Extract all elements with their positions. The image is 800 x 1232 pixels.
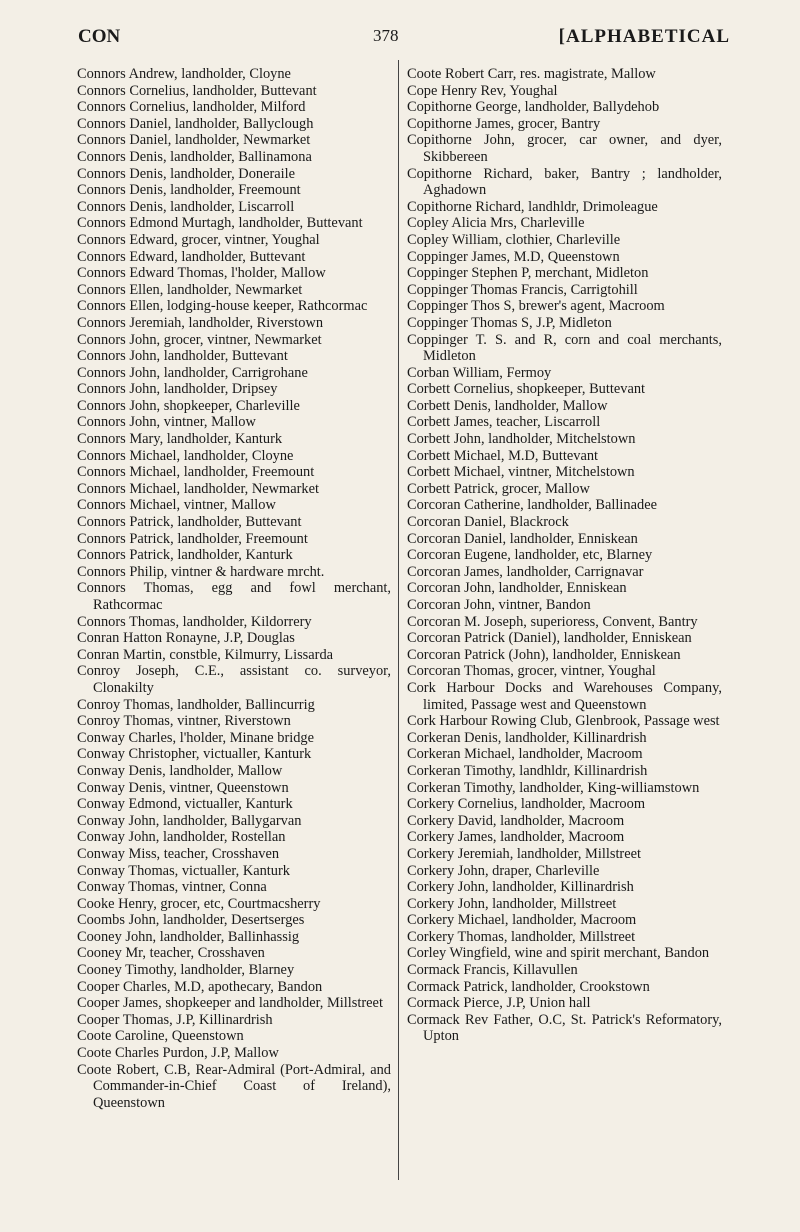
directory-entry: Cooney Mr, teacher, Crosshaven [77, 945, 265, 962]
directory-entry: Connors Patrick, landholder, Freemount [77, 530, 308, 547]
directory-entry: Corkery John, landholder, Millstreet [407, 895, 617, 912]
directory-entry: Corkery Thomas, landholder, Millstreet [407, 928, 636, 945]
directory-entry: Corkery Jeremiah, landholder, Millstreet [407, 845, 642, 862]
directory-entry: Cormack Rev Father, O.C, St. Patrick's Reformatory, Upton [407, 1011, 722, 1045]
directory-entry: Connors Cornelius, landholder, Milford [77, 99, 306, 116]
directory-entry: Corkery Cornelius, landholder, Macroom [407, 796, 646, 813]
directory-entry: Copithorne Richard, landhldr, Drimoleague [407, 198, 658, 215]
directory-entry: Corkeran Denis, landholder, Killinardrish [407, 729, 647, 746]
directory-entry: Connors John, landholder, Dripsey [77, 381, 278, 398]
directory-entry: Copithorne Richard, baker, Bantry ; landholder, Aghadown [407, 165, 722, 199]
directory-entry: Copithorne James, grocer, Bantry [407, 115, 601, 132]
directory-entry: Corcoran Daniel, Blackrock [407, 514, 569, 531]
directory-entry: Conroy Thomas, landholder, Ballincurrig [77, 696, 315, 713]
directory-entry: Corbett Cornelius, shopkeeper, Buttevant [407, 381, 646, 398]
directory-entry: Conway Miss, teacher, Crosshaven [77, 845, 280, 862]
directory-entry: Corcoran Eugene, landholder, etc, Blarney [407, 547, 653, 564]
directory-entry: Connors Thomas, landholder, Kildorrery [77, 613, 312, 630]
directory-entry: Connors Michael, vintner, Mallow [77, 497, 276, 514]
directory-entry: Corban William, Fermoy [407, 364, 552, 381]
directory-entry: Corcoran John, vintner, Bandon [407, 597, 591, 613]
directory-entry: Connors Ellen, landholder, Newmarket [77, 281, 303, 298]
directory-entry: Corkery John, landholder, Killinardrish [407, 879, 634, 896]
directory-entry: Copithorne John, grocer, car owner, and dyer, Skibbereen [407, 132, 722, 165]
page-header [78, 26, 730, 56]
left-column [77, 66, 391, 1111]
header-section: CON [78, 26, 121, 47]
directory-entry: Corbett Patrick, grocer, Mallow [407, 480, 590, 497]
directory-entry: Corkery James, landholder, Macroom [407, 829, 625, 846]
directory-entry: Corbett Michael, vintner, Mitchelstown [407, 464, 635, 481]
directory-entry: Conway Thomas, victualler, Kanturk [77, 862, 290, 879]
directory-entry: Connors Daniel, landholder, Ballyclough [77, 115, 314, 132]
directory-entry: Corbett James, teacher, Liscarroll [407, 414, 601, 431]
column-divider [398, 60, 399, 1180]
directory-entry: Cooper Thomas, J.P, Killinardrish [77, 1011, 273, 1028]
directory-entry: Corcoran Thomas, grocer, vintner, Youghal [407, 663, 656, 680]
directory-entry: Connors John, vintner, Mallow [77, 414, 256, 431]
directory-entry: Conroy Thomas, vintner, Riverstown [77, 713, 291, 730]
directory-entry: Corkery Michael, landholder, Macroom [407, 912, 637, 929]
directory-entry: Copley Alicia Mrs, Charleville [407, 215, 585, 232]
directory-entry: Cormack Pierce, J.P, Union hall [407, 995, 591, 1012]
directory-entry: Connors Philip, vintner & hardware mrcht. [77, 563, 325, 580]
directory-entry: Connors Edmond Murtagh, landholder, Buttevant [77, 215, 363, 232]
directory-entry: Connors Mary, landholder, Kanturk [77, 431, 283, 448]
directory-entry: Coppinger Thos S, brewer's agent, Macroom [407, 298, 665, 315]
directory-entry: Coote Caroline, Queenstown [77, 1028, 244, 1045]
page-number: 378 [373, 26, 399, 45]
directory-entry: Connors Ellen, lodging-house keeper, Rathcormac [77, 298, 368, 315]
directory-entry: Conway Edmond, victualler, Kanturk [77, 796, 293, 813]
directory-entry: Connors Edward Thomas, l'holder, Mallow [77, 265, 326, 282]
directory-entry: Connors Jeremiah, landholder, Riverstown [77, 314, 324, 331]
directory-entry: Corkeran Michael, landholder, Macroom [407, 746, 643, 763]
directory-entry: Connors Denis, landholder, Doneraile [77, 165, 296, 182]
directory-entry: Corbett Denis, landholder, Mallow [407, 397, 608, 414]
directory-entry: Coombs John, landholder, Desertserges [77, 912, 305, 929]
directory-entry: Coppinger T. S. and R, corn and coal merchants, Midleton [407, 331, 722, 365]
directory-entry: Corcoran Daniel, landholder, Enniskean [407, 530, 638, 547]
directory-entry: Conway Denis, vintner, Queenstown [77, 779, 289, 796]
directory-entry: Conway John, landholder, Ballygarvan [77, 812, 302, 829]
directory-entry: Connors Michael, landholder, Freemount [77, 464, 315, 481]
directory-entry: Copley William, clothier, Charleville [407, 231, 621, 248]
directory-entry: Connors John, grocer, vintner, Newmarket [77, 331, 322, 348]
directory-entry: Cooke Henry, grocer, etc, Courtmacsherry [77, 895, 321, 912]
directory-entry: Corcoran Patrick (John), landholder, Enniskean [407, 646, 681, 663]
directory-entry: Cormack Francis, Killavullen [407, 962, 578, 979]
directory-entry: Conway Christopher, victualler, Kanturk [77, 746, 312, 763]
directory-entry: Connors Edward, landholder, Buttevant [77, 248, 306, 265]
directory-entry: Cooper Charles, M.D, apothecary, Bandon [77, 978, 323, 995]
directory-entry: Connors Daniel, landholder, Newmarket [77, 132, 311, 149]
directory-entry: Connors Denis, landholder, Freemount [77, 182, 301, 199]
directory-entry: Connors Andrew, landholder, Cloyne [77, 66, 291, 82]
directory-entry: Corcoran James, landholder, Carrignavar [407, 563, 644, 580]
directory-entry: Coppinger Stephen P, merchant, Midleton [407, 265, 649, 282]
directory-entry: Connors Edward, grocer, vintner, Youghal [77, 231, 320, 248]
directory-entry: Corkery David, landholder, Macroom [407, 812, 625, 829]
directory-entry: Corcoran Patrick (Daniel), landholder, Enniskean [407, 630, 692, 647]
directory-entry: Corcoran John, landholder, Enniskean [407, 580, 627, 597]
directory-entry: Copithorne George, landholder, Ballydehob [407, 99, 660, 116]
directory-entry: Coote Robert Carr, res. magistrate, Mallow [407, 66, 656, 82]
directory-entry: Connors Thomas, egg and fowl merchant, Rathcormac [77, 580, 391, 613]
directory-entry: Conway Denis, landholder, Mallow [77, 762, 283, 779]
directory-entry: Coote Charles Purdon, J.P, Mallow [77, 1045, 279, 1062]
directory-entry: Connors Patrick, landholder, Kanturk [77, 547, 293, 564]
directory-entry: Conway John, landholder, Rostellan [77, 829, 286, 846]
directory-entry: Connors Denis, landholder, Liscarroll [77, 198, 295, 215]
right-column [407, 66, 722, 1045]
directory-entry: Corley Wingfield, wine and spirit merchant, Bandon [407, 945, 710, 962]
directory-entry: Connors Denis, landholder, Ballinamona [77, 148, 312, 165]
directory-entry: Connors John, landholder, Carrigrohane [77, 364, 308, 381]
directory-entry: Corbett Michael, M.D, Buttevant [407, 447, 599, 464]
directory-entry: Corkeran Timothy, landholder, King-williamstown [407, 779, 700, 796]
header-index: [ALPHABETICAL [558, 26, 730, 47]
directory-entry: Conroy Joseph, C.E., assistant co. surveyor, Clonakilty [77, 663, 391, 696]
directory-entry: Coote Robert, C.B, Rear-Admiral (Port-Admiral, and Commander-in-Chief Coast of Ireland), Queenstown [77, 1061, 391, 1111]
directory-entry: Connors John, shopkeeper, Charleville [77, 397, 300, 414]
directory-entry: Cope Henry Rev, Youghal [407, 82, 558, 99]
directory-entry: Conran Hatton Ronayne, J.P, Douglas [77, 630, 295, 647]
directory-entry: Corcoran Catherine, landholder, Ballinadee [407, 497, 657, 514]
directory-entry: Coppinger Thomas S, J.P, Midleton [407, 314, 612, 331]
directory-entry: Connors Michael, landholder, Newmarket [77, 480, 319, 497]
directory-entry: Corkeran Timothy, landhldr, Killinardrish [407, 762, 648, 779]
directory-entry: Cork Harbour Rowing Club, Glenbrook, Passage west [407, 713, 720, 730]
directory-entry: Coppinger James, M.D, Queenstown [407, 248, 620, 265]
directory-entry: Coppinger Thomas Francis, Carrigtohill [407, 281, 638, 298]
directory-entry: Cooper James, shopkeeper and landholder, Millstreet [77, 995, 383, 1012]
directory-entry: Connors Patrick, landholder, Buttevant [77, 514, 302, 531]
directory-entry: Corbett John, landholder, Mitchelstown [407, 431, 636, 448]
directory-entry: Corkery John, draper, Charleville [407, 862, 600, 879]
directory-entry: Cormack Patrick, landholder, Crookstown [407, 978, 650, 995]
directory-entry: Connors John, landholder, Buttevant [77, 348, 288, 365]
directory-entry: Corcoran M. Joseph, superioress, Convent, Bantry [407, 613, 698, 630]
directory-entry: Conran Martin, constble, Kilmurry, Lissarda [77, 646, 334, 663]
directory-entry: Cork Harbour Docks and Warehouses Company, limited, Passage west and Queenstown [407, 679, 722, 713]
directory-entry: Connors Michael, landholder, Cloyne [77, 447, 294, 464]
directory-entry: Connors Cornelius, landholder, Buttevant [77, 82, 317, 99]
directory-entry: Conway Thomas, vintner, Conna [77, 879, 267, 896]
directory-entry: Cooney John, landholder, Ballinhassig [77, 928, 300, 945]
directory-entry: Conway Charles, l'holder, Minane bridge [77, 729, 315, 746]
directory-entry: Cooney Timothy, landholder, Blarney [77, 962, 295, 979]
